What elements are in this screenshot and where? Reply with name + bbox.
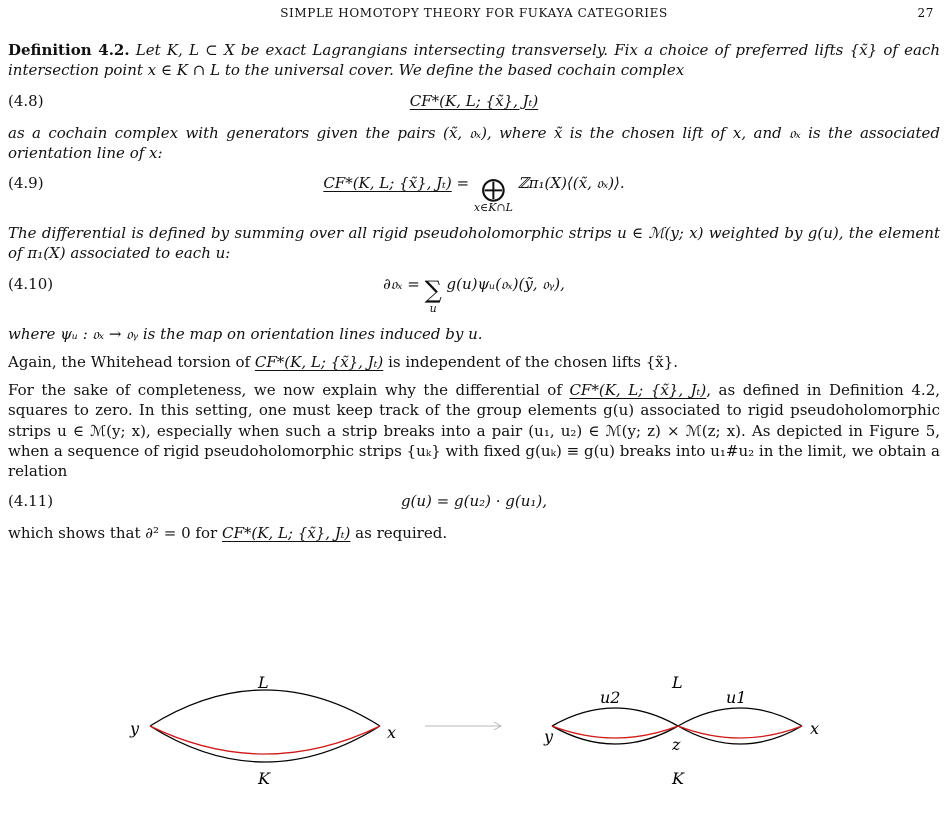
equation-4-10 — [8, 272, 940, 316]
right-lower-arc-1 — [552, 726, 678, 744]
definition-text-3: The differential is defined by summing over all rigid pseudoholomorphic strips u ∈ ℳ(y; x) weighted by g(u), the element of π₁(X) associated to each u: — [8, 224, 940, 263]
equation-body: g(u) = g(u₂) · g(u₁), — [400, 492, 548, 511]
left-label-x: x — [387, 723, 397, 742]
body-paragraph-2: For the sake of completeness, we now explain why the differential of CF*(K, L; {x̃}, Jₜ), as defined in Definition 4.2, squares to zero. In this setting, one must keep track of the group elements g(u) associated to rigid pseudoholomorphic strips u ∈ ℳ(y; x), especially when such a strip breaks into a pair (u₁, u₂) ∈ ℳ(y; z) × ℳ(z; x). As depicted in Figure 5, when a sequence of rigid pseudoholomorphic strips {uₖ} with fixed g(uₖ) ≡ g(u) breaks into u₁#u₂ in the limit, we obtain a relation — [8, 381, 941, 480]
equation-body: ∂𝔬ₓ = ∑ u g(u)ψᵤ(𝔬ₓ)(ỹ, 𝔬ᵧ), — [383, 274, 565, 315]
definition-text-2: as a cochain complex with generators given the pairs (x̃, 𝔬ₓ), where x̃ is the chosen lift of x, and 𝔬ₓ is the associated orientation line of x: — [8, 123, 940, 162]
left-label-K: K — [258, 769, 270, 788]
equation-number: (4.10) — [8, 274, 54, 293]
equation-number: (4.8) — [8, 91, 44, 110]
right-upper-arc-1 — [552, 708, 678, 726]
right-red-curve-2 — [678, 726, 802, 738]
right-label-u2: u2 — [600, 688, 621, 707]
equation-body: CF*(K, L; {x̃}, Jₜ) = ⨁ x∈K∩L ℤπ₁(X)⟨(x̃, 𝔬ₓ)⟩. — [323, 174, 625, 215]
body-paragraph-1: Again, the Whitehead torsion of CF*(K, L; {x̃}, Jₜ) is independent of the chosen lifts {x̃}. — [8, 352, 679, 371]
definition-text-1: Let K, L ⊂ X be exact Lagrangians intersecting transversely. Fix a choice of preferred lifts {x̃} of each intersection point x ∈ K ∩ L to the universal cover. We define the based cochain complex — [8, 41, 940, 80]
equation-body: CF*(K, L; {x̃}, Jₜ) — [409, 91, 539, 110]
right-label-x: x — [810, 719, 820, 738]
definition-text-4: where ψᵤ : 𝔬ₓ → 𝔬ᵧ is the map on orientation lines induced by u. — [8, 324, 483, 343]
sum-symbol: ∑ — [424, 275, 442, 304]
direct-sum-symbol: ⨁ — [481, 175, 506, 203]
equation-4-11 — [8, 489, 940, 515]
body-paragraph-3: which shows that ∂² = 0 for CF*(K, L; {x̃}, Jₜ) as required. — [8, 524, 448, 543]
equation-number: (4.11) — [8, 492, 54, 511]
definition-label: Definition 4.2. — [8, 41, 130, 59]
equation-4-8 — [8, 89, 940, 115]
right-label-K: K — [672, 769, 684, 788]
right-label-z: z — [672, 735, 681, 754]
right-label-y: y — [544, 727, 554, 746]
running-header — [0, 6, 948, 24]
right-red-curve-1 — [552, 726, 678, 738]
running-title: SIMPLE HOMOTOPY THEORY FOR FUKAYA CATEGORIES — [280, 6, 668, 20]
left-red-curve — [150, 726, 380, 754]
left-upper-arc — [150, 690, 380, 726]
equation-number: (4.9) — [8, 174, 44, 192]
figure-svg — [0, 662, 948, 811]
definition-paragraph — [8, 40, 940, 81]
right-upper-arc-2 — [678, 708, 802, 726]
right-label-L: L — [672, 673, 683, 692]
right-label-u1: u1 — [726, 688, 747, 707]
figure-strip-breaking — [0, 662, 948, 811]
right-lower-arc-2 — [678, 726, 802, 744]
left-label-y: y — [130, 719, 140, 738]
left-lower-arc — [150, 726, 380, 762]
main-content — [8, 40, 940, 552]
page-number: 27 — [917, 6, 934, 20]
equation-4-9 — [8, 171, 940, 215]
left-label-L: L — [258, 673, 269, 692]
